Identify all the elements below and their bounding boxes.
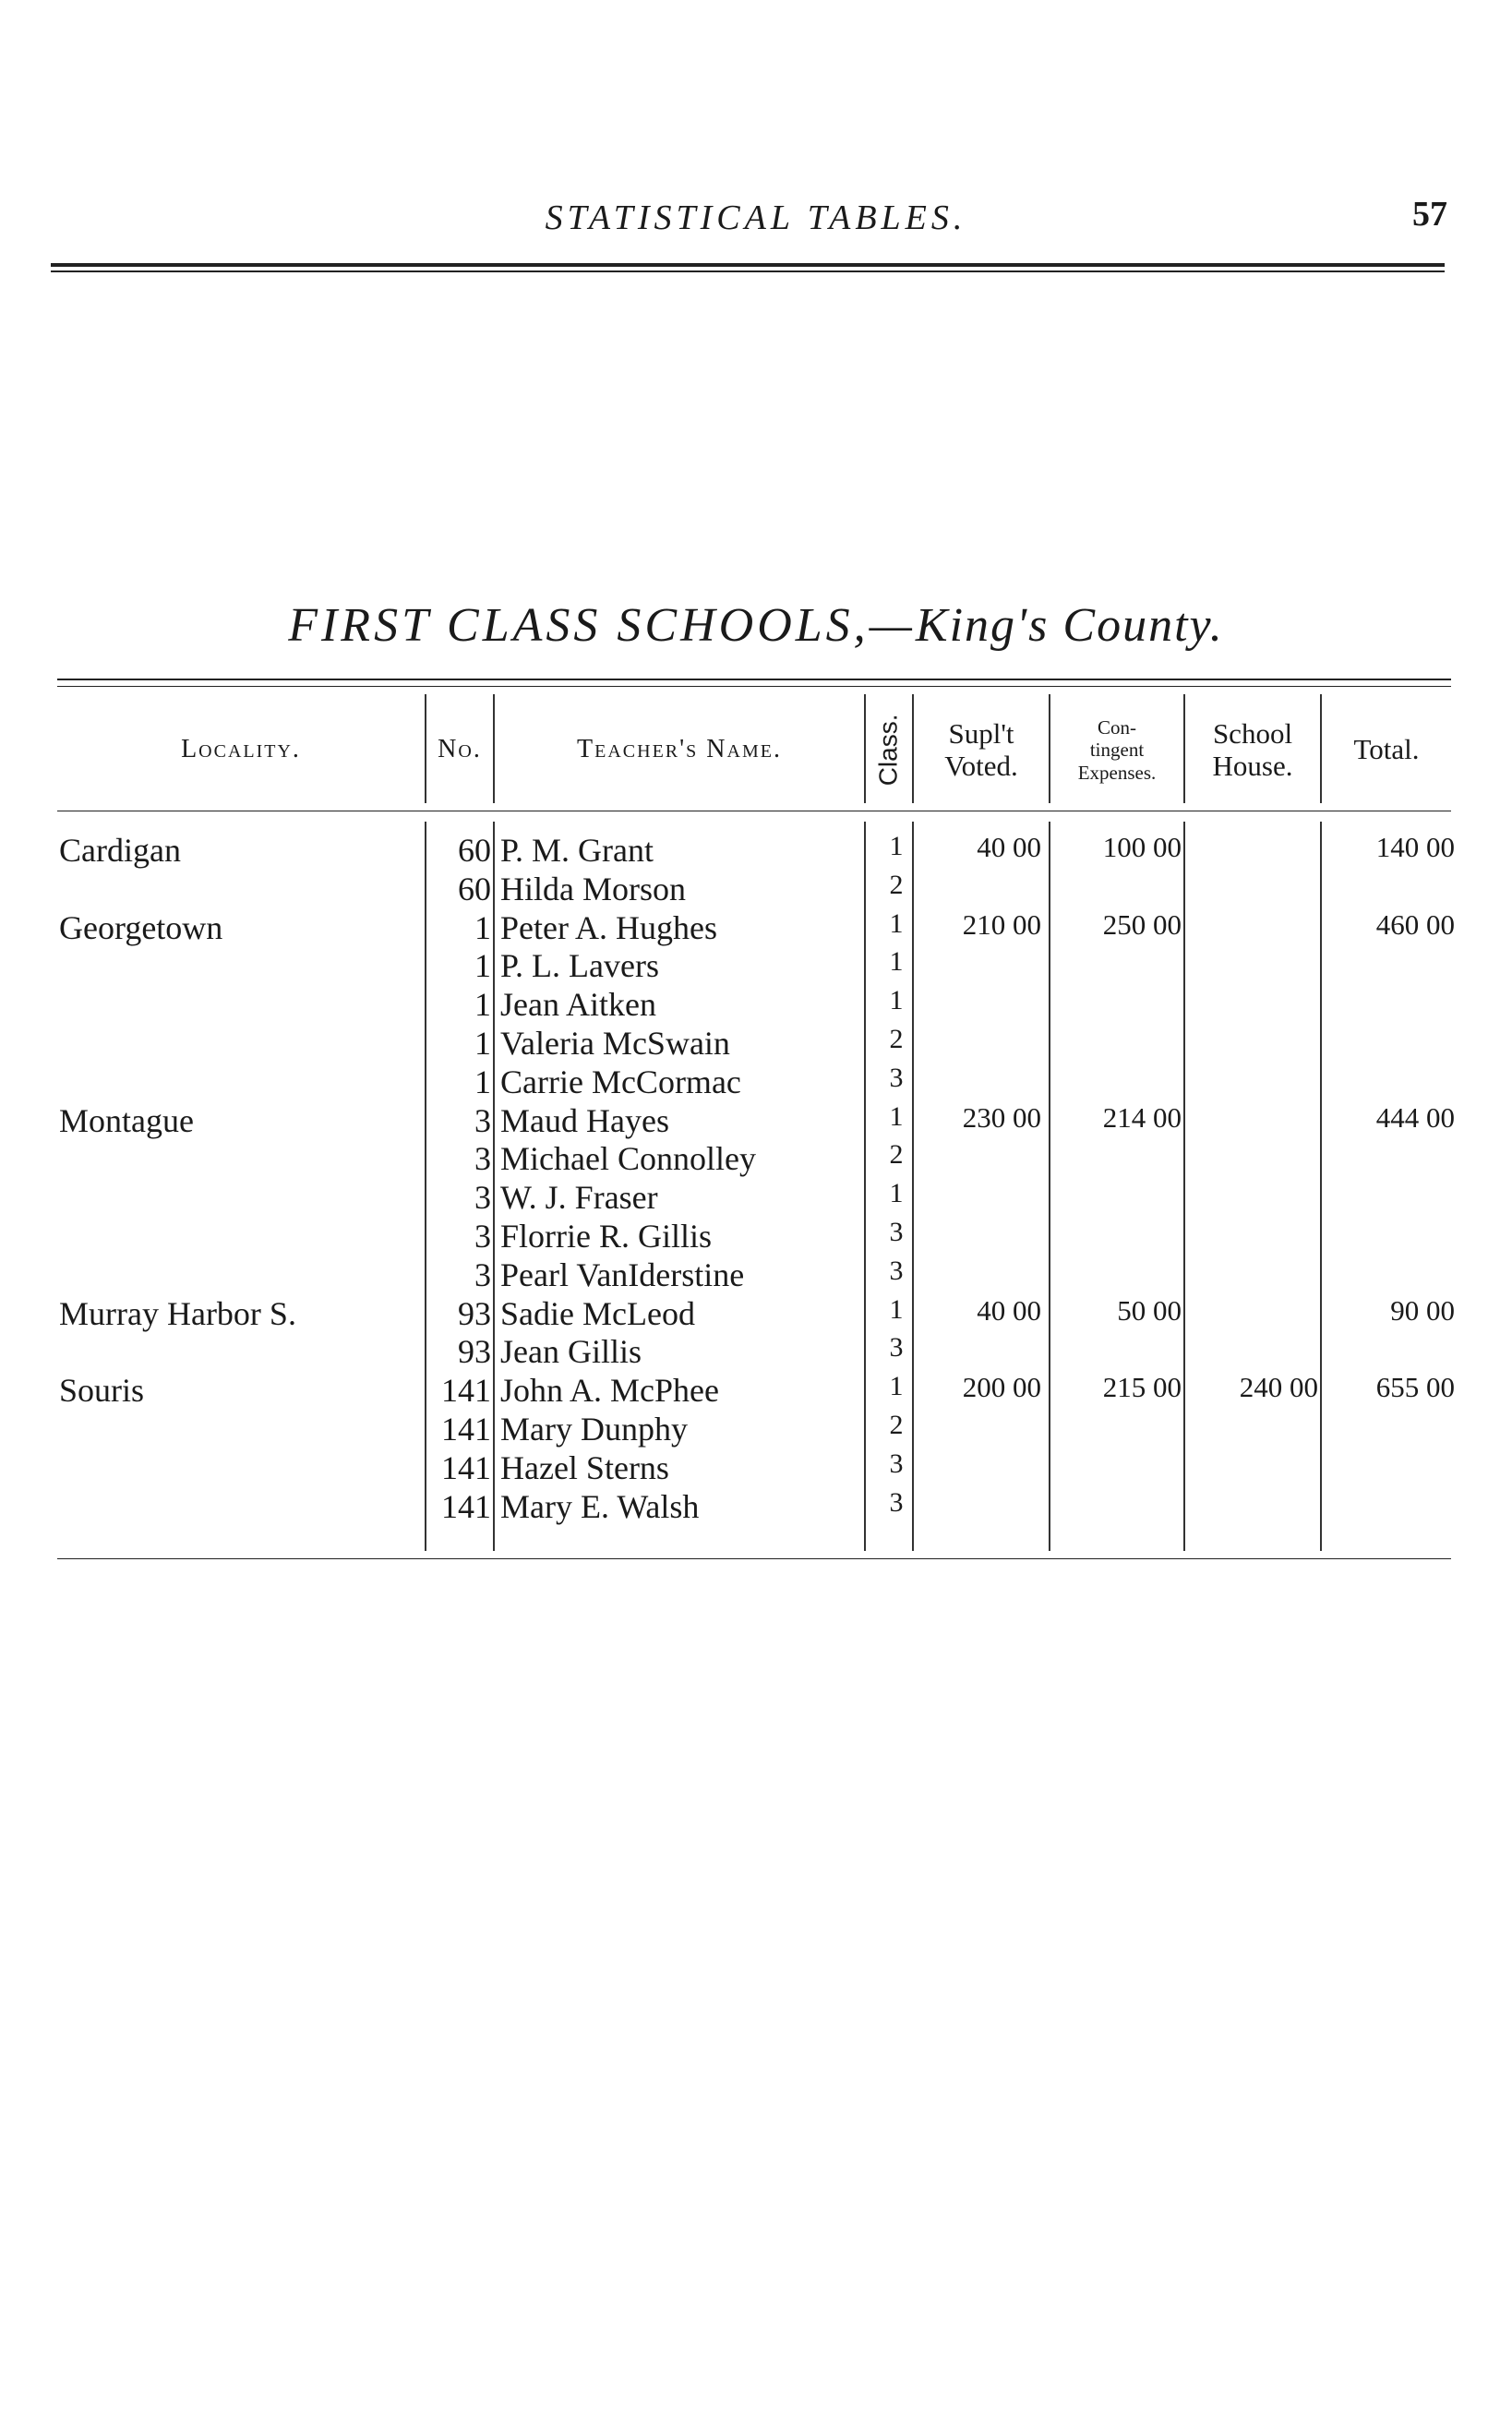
cell-no: 60: [458, 870, 491, 907]
cell-contingent: 100 00: [1102, 831, 1182, 863]
cell-no: 141: [441, 1487, 491, 1525]
header-supl-line2: Voted.: [944, 749, 1018, 782]
table-row: [0, 1410, 1512, 1448]
cell-locality: Cardigan: [59, 832, 181, 869]
table-row: [0, 1448, 1512, 1487]
table-top-rule-thin: [57, 686, 1451, 687]
header-school-house: [1185, 697, 1320, 803]
cell-locality: Montague: [59, 1101, 194, 1139]
header-cont-line3: Expenses.: [1077, 761, 1157, 784]
cell-locality: Georgetown: [59, 908, 223, 946]
head-rule-thin: [51, 270, 1445, 272]
cell-teacher: P. L. Lavers: [500, 947, 659, 985]
cell-class: 3: [889, 1448, 904, 1479]
cell-supl-voted: 200 00: [962, 1371, 1041, 1404]
table-row: [0, 1139, 1512, 1178]
header-class-label: Class.: [873, 714, 903, 787]
cell-teacher: Jean Aitken: [500, 986, 656, 1024]
cell-no: 141: [441, 1372, 491, 1410]
cell-no: 60: [458, 832, 491, 869]
cell-class: 3: [889, 1062, 904, 1093]
cell-class: 1: [889, 1293, 904, 1325]
cell-teacher: Mary E. Walsh: [500, 1487, 700, 1525]
cell-no: 3: [474, 1140, 491, 1178]
cell-teacher: Sadie McLeod: [500, 1294, 695, 1332]
cell-teacher: John A. McPhee: [500, 1372, 719, 1410]
cell-no: 1: [474, 1025, 491, 1062]
cell-supl-voted: 40 00: [977, 1293, 1041, 1327]
table-row: [0, 1294, 1512, 1333]
table-row: [0, 1332, 1512, 1371]
cell-total: 655 00: [1375, 1371, 1455, 1404]
cell-teacher: Maud Hayes: [500, 1101, 669, 1139]
table-row: [0, 908, 1512, 947]
table-row: [0, 1101, 1512, 1140]
cell-no: 141: [441, 1448, 491, 1486]
cell-teacher: Valeria McSwain: [500, 1025, 730, 1062]
cell-teacher: Hazel Sterns: [500, 1448, 669, 1486]
cell-school-house: 240 00: [1239, 1371, 1318, 1404]
cell-class: 2: [889, 1024, 904, 1054]
cell-contingent: 214 00: [1102, 1100, 1182, 1134]
header-locality: Locality.: [181, 735, 301, 764]
cell-teacher: Jean Gillis: [500, 1333, 642, 1371]
table-row: [0, 1217, 1512, 1256]
cell-no: 3: [474, 1218, 491, 1255]
table-bottom-rule: [57, 1558, 1451, 1559]
cell-teacher: Hilda Morson: [500, 870, 686, 907]
cell-class: 1: [889, 1178, 904, 1209]
cell-teacher: Pearl VanIderstine: [500, 1256, 745, 1293]
cell-no: 1: [474, 947, 491, 985]
cell-teacher: Michael Connolley: [500, 1140, 756, 1178]
cell-contingent: 250 00: [1102, 907, 1182, 941]
cell-no: 1: [474, 1063, 491, 1100]
header-school-line2: House.: [1212, 749, 1293, 782]
header-total: Total.: [1353, 733, 1420, 766]
cell-class: 1: [889, 907, 904, 939]
cell-contingent: 215 00: [1102, 1371, 1182, 1404]
header-cont-line1: Con-: [1098, 716, 1136, 739]
table-row: [0, 1063, 1512, 1101]
cell-locality: Souris: [59, 1372, 145, 1410]
running-title: STATISTICAL TABLES.: [545, 198, 967, 237]
table-row: [0, 946, 1512, 985]
cell-no: 3: [474, 1256, 491, 1293]
cell-teacher: Peter A. Hughes: [500, 908, 717, 946]
header-class: [866, 697, 912, 803]
cell-total: 90 00: [1390, 1293, 1455, 1327]
table-row: [0, 1178, 1512, 1217]
cell-class: 1: [889, 1371, 904, 1402]
table-title: [0, 598, 1512, 653]
cell-no: 93: [458, 1333, 491, 1371]
table-row: [0, 870, 1512, 908]
cell-total: 460 00: [1375, 907, 1455, 941]
cell-teacher: W. J. Fraser: [500, 1179, 658, 1217]
table-row: [0, 1256, 1512, 1294]
header-contingent: [1050, 697, 1183, 803]
cell-class: 1: [889, 985, 904, 1016]
cell-no: 1: [474, 986, 491, 1024]
cell-total: 444 00: [1375, 1100, 1455, 1134]
cell-class: 3: [889, 1217, 904, 1247]
table-row: [0, 1487, 1512, 1526]
cell-class: 2: [889, 1410, 904, 1440]
cell-class: 2: [889, 1139, 904, 1171]
header-supl: [914, 697, 1049, 803]
cell-contingent: 50 00: [1117, 1293, 1182, 1327]
cell-class: 3: [889, 1332, 904, 1364]
table-row: [0, 831, 1512, 870]
table-row: [0, 1024, 1512, 1063]
header-school-line1: School: [1212, 717, 1293, 751]
header-teacher: Teacher's Name.: [577, 735, 782, 764]
header-cont-line2: tingent: [1089, 739, 1145, 762]
running-head: [0, 194, 1512, 249]
cell-class: 1: [889, 1100, 904, 1132]
header-no: No.: [438, 735, 482, 764]
cell-supl-voted: 230 00: [962, 1100, 1041, 1134]
cell-total: 140 00: [1375, 831, 1455, 863]
cell-no: 1: [474, 908, 491, 946]
head-rule-thick: [51, 263, 1445, 267]
cell-class: 1: [889, 946, 904, 978]
cell-no: 3: [474, 1179, 491, 1217]
cell-class: 2: [889, 869, 904, 900]
table-top-rule: [57, 679, 1451, 680]
cell-teacher: P. M. Grant: [500, 832, 654, 869]
cell-teacher: Carrie McCormac: [500, 1063, 741, 1100]
cell-class: 3: [889, 1255, 904, 1286]
table-title-county: King's County.: [915, 599, 1224, 652]
cell-no: 93: [458, 1294, 491, 1332]
cell-class: 1: [889, 831, 904, 861]
cell-teacher: Mary Dunphy: [500, 1411, 688, 1448]
table-row: [0, 985, 1512, 1024]
cell-teacher: Florrie R. Gillis: [500, 1218, 713, 1255]
header-supl-line1: Supl't: [948, 717, 1014, 751]
page-number: 57: [1412, 195, 1447, 234]
cell-no: 141: [441, 1411, 491, 1448]
cell-no: 3: [474, 1101, 491, 1139]
cell-supl-voted: 40 00: [977, 831, 1041, 863]
table-title-main: FIRST CLASS SCHOOLS,—: [288, 599, 916, 652]
table-row: [0, 1371, 1512, 1410]
cell-class: 3: [889, 1486, 904, 1518]
cell-supl-voted: 210 00: [962, 907, 1041, 941]
cell-locality: Murray Harbor S.: [59, 1294, 296, 1332]
